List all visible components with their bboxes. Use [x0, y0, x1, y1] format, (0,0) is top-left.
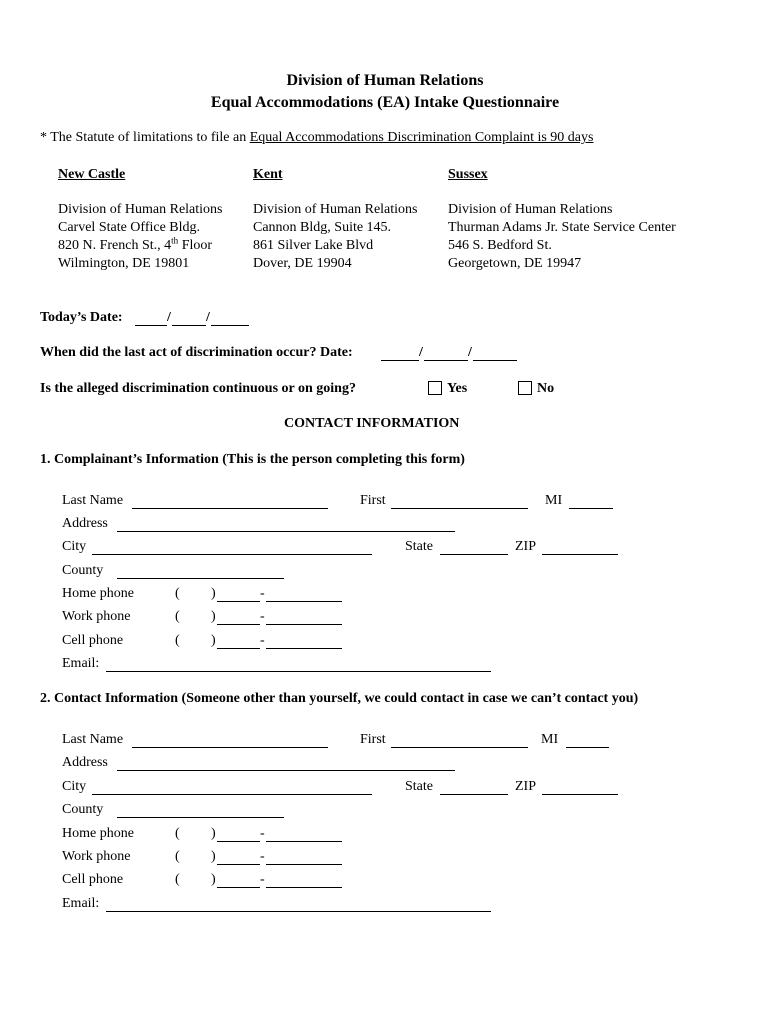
address-line: Georgetown, DE 19947	[448, 256, 582, 271]
s2-last-name-field[interactable]	[132, 747, 328, 748]
paren-close: )	[211, 872, 216, 887]
paren-close: )	[211, 849, 216, 864]
paren-open: (	[175, 633, 180, 648]
s2-first-name-field[interactable]	[391, 747, 528, 748]
address-sup: th	[171, 235, 179, 246]
todays-date-label: Today’s Date:	[40, 310, 123, 325]
form-title-line2: Equal Accommodations (EA) Intake Questionnaire	[210, 94, 560, 111]
first-label: First	[360, 732, 386, 747]
date-slash: /	[167, 310, 171, 325]
date-slash: /	[468, 345, 472, 360]
statute-underlined: Equal Accommodations Discrimination Complaint is 90 days	[249, 130, 594, 145]
address-line: Carvel State Office Bldg.	[58, 220, 201, 235]
paren-close: )	[211, 826, 216, 841]
date-slash: /	[206, 310, 210, 325]
work-phone-label: Work phone	[62, 849, 131, 864]
s1-zip-field[interactable]	[542, 554, 618, 555]
s2-work-phone-line-field[interactable]	[266, 864, 342, 865]
county-label: County	[62, 802, 104, 817]
s2-home-phone-prefix-field[interactable]	[217, 841, 260, 842]
s1-county-field[interactable]	[117, 578, 284, 579]
address-line: 861 Silver Lake Blvd	[253, 238, 374, 253]
s1-email-field[interactable]	[106, 671, 491, 672]
s1-state-field[interactable]	[440, 554, 508, 555]
phone-dash: -	[260, 849, 265, 864]
s1-work-phone-prefix-field[interactable]	[217, 624, 260, 625]
paren-open: (	[175, 872, 180, 887]
s2-county-field[interactable]	[117, 817, 284, 818]
last-name-label: Last Name	[62, 493, 124, 508]
county-label: County	[62, 563, 104, 578]
last-act-year-field[interactable]	[473, 360, 517, 361]
mi-label: MI	[541, 732, 559, 747]
s1-home-phone-line-field[interactable]	[266, 601, 342, 602]
address-line: 820 N. French St., 4th Floor	[58, 235, 213, 253]
address-label: Address	[62, 755, 108, 770]
s1-cell-phone-line-field[interactable]	[266, 648, 342, 649]
paren-open: (	[175, 586, 180, 601]
cell-phone-label: Cell phone	[62, 633, 124, 648]
zip-label: ZIP	[515, 779, 536, 794]
todays-date-day-field[interactable]	[172, 325, 206, 326]
continuous-question-label: Is the alleged discrimination continuous or on going?	[40, 381, 356, 396]
last-act-day-field[interactable]	[424, 360, 468, 361]
s1-home-phone-prefix-field[interactable]	[217, 601, 260, 602]
address-line: Division of Human Relations	[58, 202, 223, 217]
phone-dash: -	[260, 826, 265, 841]
address-line: Division of Human Relations	[253, 202, 418, 217]
phone-dash: -	[260, 609, 265, 624]
paren-open: (	[175, 826, 180, 841]
s2-cell-phone-line-field[interactable]	[266, 887, 342, 888]
last-act-label: When did the last act of discrimination occur? Date:	[40, 345, 353, 360]
s2-state-field[interactable]	[440, 794, 508, 795]
paren-open: (	[175, 609, 180, 624]
email-label: Email:	[62, 656, 100, 671]
no-checkbox[interactable]	[518, 381, 532, 395]
s1-cell-phone-prefix-field[interactable]	[217, 648, 260, 649]
last-act-month-field[interactable]	[381, 360, 419, 361]
address-line: 546 S. Bedford St.	[448, 238, 552, 253]
section2-title: 2. Contact Information (Someone other than yourself, we could contact in case we can’t contact you)	[40, 691, 639, 706]
paren-close: )	[211, 633, 216, 648]
zip-label: ZIP	[515, 539, 536, 554]
office-address-sussex	[448, 201, 676, 273]
s2-cell-phone-prefix-field[interactable]	[217, 887, 260, 888]
state-label: State	[405, 779, 433, 794]
address-line: Wilmington, DE 19801	[58, 256, 190, 271]
s2-mi-field[interactable]	[566, 747, 609, 748]
phone-dash: -	[260, 872, 265, 887]
paren-open: (	[175, 849, 180, 864]
city-label: City	[62, 779, 87, 794]
county-heading-sussex: Sussex	[448, 167, 488, 182]
paren-close: )	[211, 609, 216, 624]
office-address-kent	[253, 201, 418, 273]
yes-label: Yes	[447, 381, 468, 396]
email-label: Email:	[62, 896, 100, 911]
city-label: City	[62, 539, 87, 554]
todays-date-month-field[interactable]	[135, 325, 167, 326]
s1-address-field[interactable]	[117, 531, 455, 532]
contact-information-heading: CONTACT INFORMATION	[284, 416, 460, 431]
address-label: Address	[62, 516, 108, 531]
address-line: Cannon Bldg, Suite 145.	[253, 220, 392, 235]
s1-first-name-field[interactable]	[391, 508, 528, 509]
office-address-new-castle	[58, 201, 223, 273]
county-heading-kent: Kent	[253, 167, 283, 182]
s2-zip-field[interactable]	[542, 794, 618, 795]
address-line: Thurman Adams Jr. State Service Center	[448, 220, 676, 235]
mi-label: MI	[545, 493, 563, 508]
address-line: Dover, DE 19904	[253, 256, 352, 271]
s2-address-field[interactable]	[117, 770, 455, 771]
first-label: First	[360, 493, 386, 508]
yes-checkbox[interactable]	[428, 381, 442, 395]
s2-email-field[interactable]	[106, 911, 491, 912]
phone-dash: -	[260, 586, 265, 601]
s1-city-field[interactable]	[92, 554, 372, 555]
paren-close: )	[211, 586, 216, 601]
form-title-line1: Division of Human Relations	[286, 72, 484, 89]
cell-phone-label: Cell phone	[62, 872, 124, 887]
home-phone-label: Home phone	[62, 586, 134, 601]
statute-notice	[40, 130, 593, 146]
s1-last-name-field[interactable]	[132, 508, 328, 509]
date-slash: /	[419, 345, 423, 360]
work-phone-label: Work phone	[62, 609, 131, 624]
todays-date-year-field[interactable]	[211, 325, 249, 326]
home-phone-label: Home phone	[62, 826, 134, 841]
no-label: No	[537, 381, 555, 396]
address-line: Division of Human Relations	[448, 202, 613, 217]
phone-dash: -	[260, 633, 265, 648]
s2-work-phone-prefix-field[interactable]	[217, 864, 260, 865]
s2-city-field[interactable]	[92, 794, 372, 795]
s2-home-phone-line-field[interactable]	[266, 841, 342, 842]
statute-prefix: * The Statute of limitations to file an	[40, 130, 250, 145]
section1-title: 1. Complainant’s Information (This is the person completing this form)	[40, 452, 465, 467]
county-heading-new-castle: New Castle	[58, 167, 126, 182]
last-name-label: Last Name	[62, 732, 124, 747]
state-label: State	[405, 539, 433, 554]
s1-work-phone-line-field[interactable]	[266, 624, 342, 625]
s1-mi-field[interactable]	[569, 508, 613, 509]
